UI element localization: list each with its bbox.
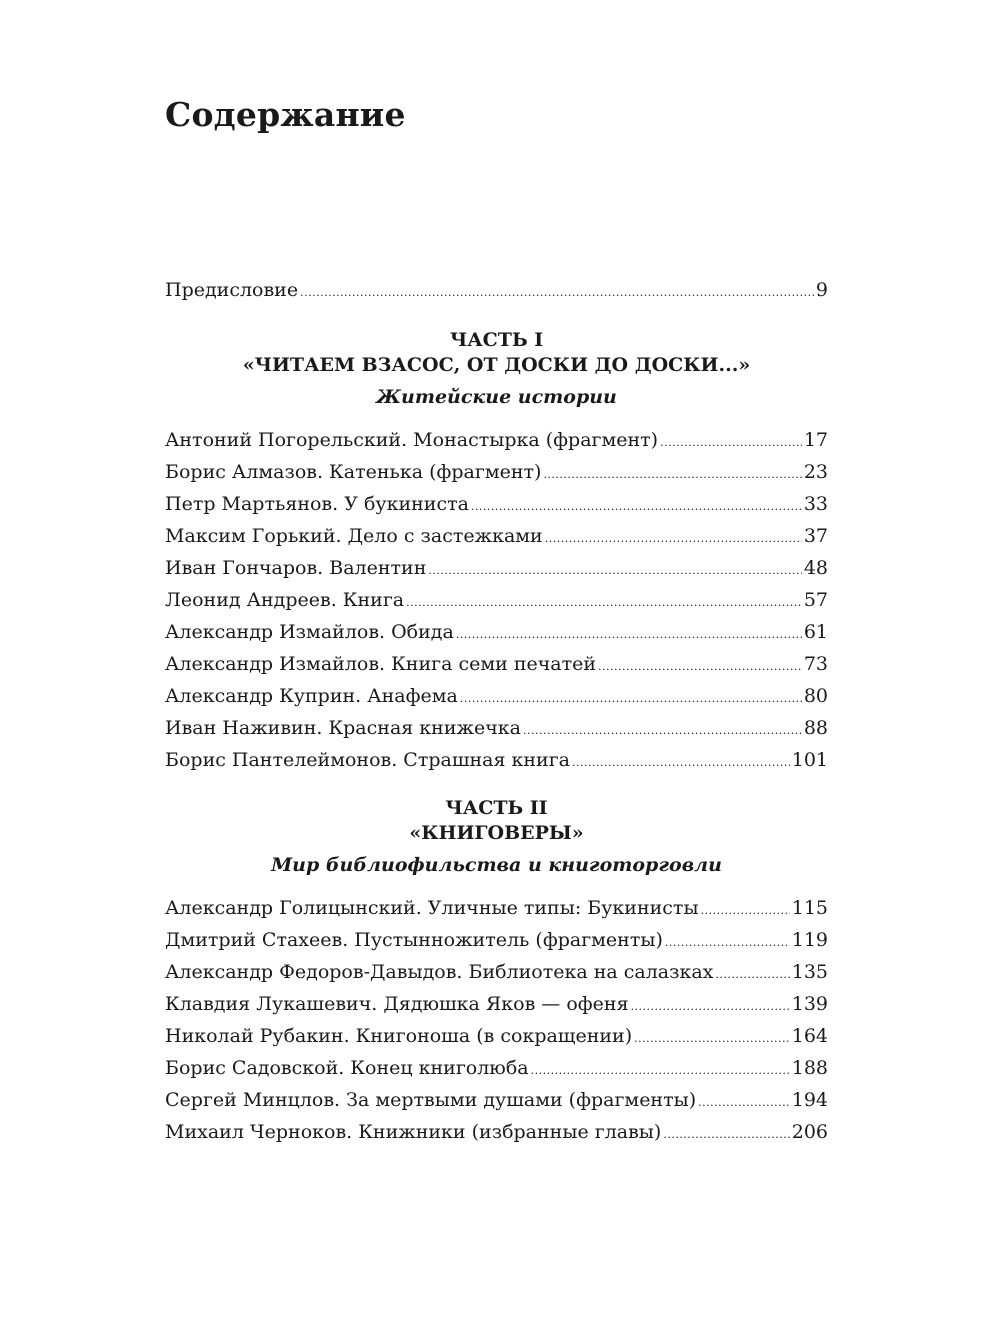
entry-page: 57 bbox=[803, 589, 828, 611]
toc-entry[interactable] bbox=[165, 552, 828, 584]
toc-entry[interactable] bbox=[165, 744, 828, 776]
entry-page: 9 bbox=[815, 279, 828, 301]
toc-entry[interactable] bbox=[165, 648, 828, 680]
part-heading: ЧАСТЬ I bbox=[449, 329, 544, 351]
dot-leader bbox=[543, 459, 801, 491]
entry-title: Дмитрий Стахеев. Пустынножитель (фрагменты) bbox=[165, 929, 663, 951]
dot-leader bbox=[701, 895, 790, 927]
entry-title: Иван Наживин. Красная книжечка bbox=[165, 717, 521, 739]
toc-entry-preface[interactable] bbox=[165, 274, 828, 306]
entry-title: Предисловие bbox=[165, 279, 299, 301]
dot-leader bbox=[631, 991, 790, 1023]
toc-entry[interactable] bbox=[165, 1084, 828, 1116]
dot-leader bbox=[456, 619, 802, 651]
entry-title: Александр Куприн. Анафема bbox=[165, 685, 458, 707]
dot-leader bbox=[572, 747, 790, 779]
dot-leader bbox=[471, 491, 802, 523]
entry-title: Николай Рубакин. Книгоноша (в сокращении) bbox=[165, 1025, 633, 1047]
entry-page: 101 bbox=[791, 749, 828, 771]
dot-leader bbox=[523, 715, 802, 747]
toc-entry[interactable] bbox=[165, 924, 828, 956]
toc-entry[interactable] bbox=[165, 616, 828, 648]
toc-entry[interactable] bbox=[165, 1116, 828, 1148]
entry-title: Иван Гончаров. Валентин bbox=[165, 557, 427, 579]
toc-list bbox=[165, 892, 828, 1148]
part-heading: ЧАСТЬ II bbox=[445, 797, 548, 819]
dot-leader bbox=[300, 277, 814, 309]
toc-entry[interactable] bbox=[165, 456, 828, 488]
dot-leader bbox=[660, 427, 802, 459]
entry-title: Максим Горький. Дело с застежками bbox=[165, 525, 543, 547]
dot-leader bbox=[634, 1023, 790, 1055]
toc-entry[interactable] bbox=[165, 712, 828, 744]
entry-page: 48 bbox=[803, 557, 828, 579]
entry-page: 119 bbox=[791, 929, 828, 951]
page-title: Содержание bbox=[165, 95, 406, 134]
entry-title: Сергей Минцлов. За мертвыми душами (фрагменты) bbox=[165, 1089, 697, 1111]
dot-leader bbox=[406, 587, 802, 619]
entry-title: Клавдия Лукашевич. Дядюшка Яков — офеня bbox=[165, 993, 629, 1015]
entry-page: 33 bbox=[803, 493, 828, 515]
dot-leader bbox=[665, 927, 790, 959]
entry-page: 88 bbox=[803, 717, 828, 739]
entry-page: 23 bbox=[803, 461, 828, 483]
toc-list bbox=[165, 424, 828, 776]
entry-title: Александр Федоров-Давыдов. Библиотека на салазках bbox=[165, 961, 714, 983]
entry-page: 139 bbox=[791, 993, 828, 1015]
entry-title: Борис Алмазов. Катенька (фрагмент) bbox=[165, 461, 542, 483]
toc-entry[interactable] bbox=[165, 424, 828, 456]
dot-leader bbox=[531, 1055, 790, 1087]
dot-leader bbox=[428, 555, 801, 587]
entry-page: 194 bbox=[791, 1089, 828, 1111]
part-1 bbox=[165, 328, 828, 776]
toc-entry[interactable] bbox=[165, 680, 828, 712]
entry-page: 206 bbox=[791, 1121, 828, 1143]
entry-title: Александр Голицынский. Уличные типы: Букинисты bbox=[165, 897, 699, 919]
entry-title: Борис Садовской. Конец книголюба bbox=[165, 1057, 529, 1079]
entry-page: 164 bbox=[791, 1025, 828, 1047]
entry-title: Антоний Погорельский. Монастырка (фрагмент) bbox=[165, 429, 659, 451]
entry-title: Петр Мартьянов. У букиниста bbox=[165, 493, 469, 515]
entry-page: 115 bbox=[791, 897, 828, 919]
entry-page: 80 bbox=[803, 685, 828, 707]
entry-page: 17 bbox=[803, 429, 828, 451]
toc-entry[interactable] bbox=[165, 956, 828, 988]
entry-title: Александр Измайлов. Книга семи печатей bbox=[165, 653, 597, 675]
entry-title: Леонид Андреев. Книга bbox=[165, 589, 405, 611]
part-genre: Житейские истории bbox=[376, 386, 617, 408]
entry-title: Борис Пантелеймонов. Страшная книга bbox=[165, 749, 571, 771]
dot-leader bbox=[698, 1087, 790, 1119]
dot-leader bbox=[715, 959, 789, 991]
part-2 bbox=[165, 796, 828, 1148]
part-subtitle: «ЧИТАЕМ ВЗАСОС, ОТ ДОСКИ ДО ДОСКИ...» bbox=[242, 354, 751, 376]
entry-title: Александр Измайлов. Обида bbox=[165, 621, 454, 643]
toc-entry[interactable] bbox=[165, 1052, 828, 1084]
toc-entry[interactable] bbox=[165, 988, 828, 1020]
entry-page: 135 bbox=[791, 961, 828, 983]
preface-block bbox=[165, 274, 828, 306]
dot-leader bbox=[545, 523, 802, 555]
part-genre: Мир библиофильства и книготорговли bbox=[271, 854, 722, 876]
entry-title: Михаил Черноков. Книжники (избранные главы) bbox=[165, 1121, 662, 1143]
dot-leader bbox=[663, 1119, 789, 1151]
entry-page: 37 bbox=[803, 525, 828, 547]
entry-page: 61 bbox=[803, 621, 828, 643]
part-subtitle: «КНИГОВЕРЫ» bbox=[409, 822, 584, 844]
toc-entry[interactable] bbox=[165, 584, 828, 616]
toc-entry[interactable] bbox=[165, 892, 828, 924]
entry-page: 188 bbox=[791, 1057, 828, 1079]
toc-entry[interactable] bbox=[165, 488, 828, 520]
dot-leader bbox=[598, 651, 802, 683]
dot-leader bbox=[460, 683, 802, 715]
entry-page: 73 bbox=[803, 653, 828, 675]
toc-entry[interactable] bbox=[165, 1020, 828, 1052]
toc-entry[interactable] bbox=[165, 520, 828, 552]
